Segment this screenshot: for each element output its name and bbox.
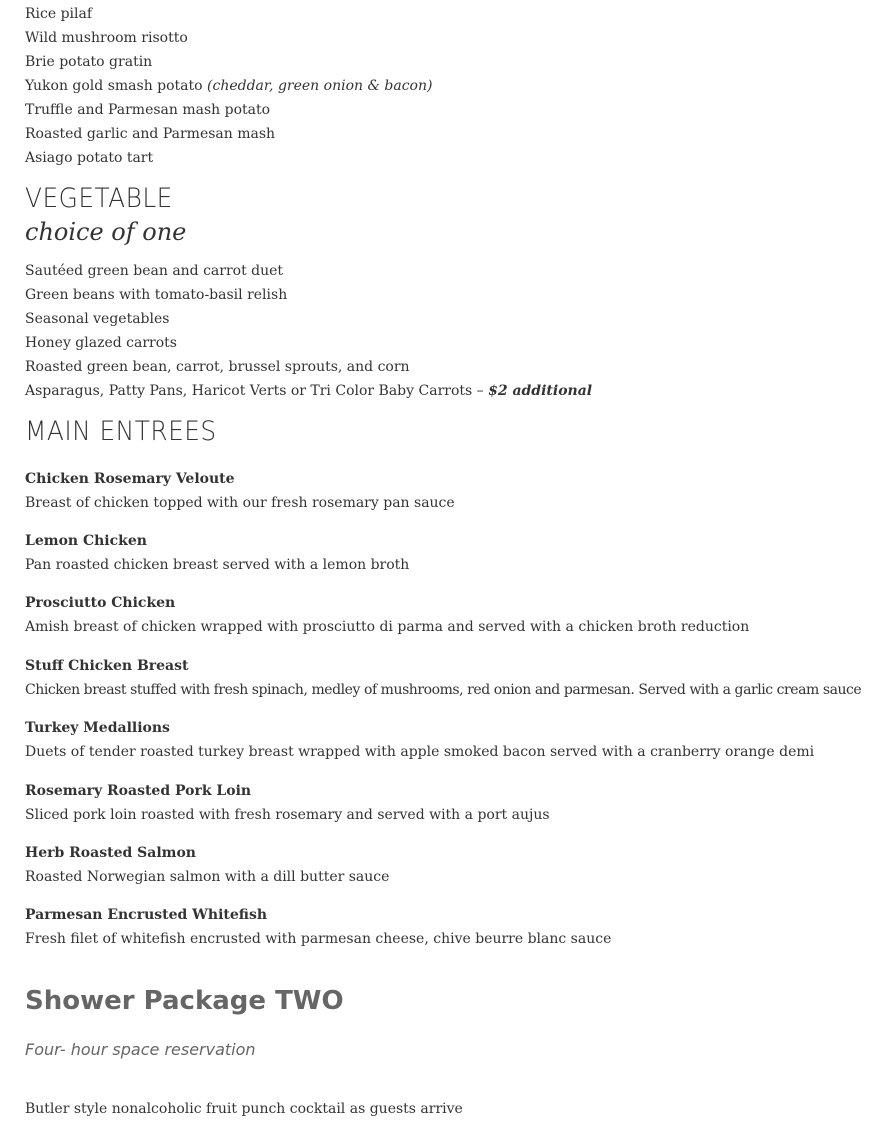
starch-item: Roasted garlic and Parmesan mash xyxy=(25,126,276,142)
vegetable-subtitle: choice of one xyxy=(25,218,187,246)
entree-description: Sliced pork loin roasted with fresh rosemary and served with a port aujus xyxy=(25,807,550,823)
entree-description: Chicken breast stuffed with fresh spinach, medley of mushrooms, red onion and parmesan. Served with a garlic cream sauce xyxy=(25,682,862,698)
entree-item xyxy=(25,841,885,889)
package-section xyxy=(25,984,885,1121)
vegetable-title: VEGETABLE xyxy=(25,183,173,214)
starch-item-note: (cheddar, green onion & bacon) xyxy=(207,78,433,94)
starch-item: Yukon gold smash potato (cheddar, green onion & bacon) xyxy=(25,78,433,94)
starch-item: Brie potato gratin xyxy=(25,54,153,70)
entree-item xyxy=(25,591,885,639)
vegetable-list xyxy=(25,259,885,403)
vegetable-section xyxy=(25,183,885,403)
starch-list xyxy=(25,0,885,170)
entree-description: Fresh filet of whitefish encrusted with parmesan cheese, chive beurre blanc sauce xyxy=(25,931,612,947)
entree-description: Duets of tender roasted turkey breast wrapped with apple smoked bacon served with a cranberry orange demi xyxy=(25,744,815,760)
starch-item: Asiago potato tart xyxy=(25,150,154,166)
vegetable-item: Honey glazed carrots xyxy=(25,335,177,351)
entree-item xyxy=(25,529,885,577)
entree-name: Turkey Medallions xyxy=(25,720,170,736)
vegetable-item: Seasonal vegetables xyxy=(25,311,170,327)
entree-description: Pan roasted chicken breast served with a lemon broth xyxy=(25,557,410,573)
entree-name: Stuff Chicken Breast xyxy=(25,658,189,674)
main-entrees-section xyxy=(25,416,885,951)
entree-name: Parmesan Encrusted Whitefish xyxy=(25,907,268,923)
additional-cost: $2 additional xyxy=(488,383,593,399)
starch-item: Wild mushroom risotto xyxy=(25,30,188,46)
entree-item xyxy=(25,467,885,515)
vegetable-item: Sautéed green bean and carrot duet xyxy=(25,263,284,279)
entree-name: Herb Roasted Salmon xyxy=(25,845,196,861)
entree-name: Lemon Chicken xyxy=(25,533,147,549)
entree-item xyxy=(25,903,885,951)
entree-name: Prosciutto Chicken xyxy=(25,595,176,611)
entree-description: Roasted Norwegian salmon with a dill butter sauce xyxy=(25,869,390,885)
vegetable-item: Asparagus, Patty Pans, Haricot Verts or Tri Color Baby Carrots – $2 additional xyxy=(25,383,593,399)
entree-item xyxy=(25,654,885,702)
package-subtitle: Four- hour space reservation xyxy=(25,1040,256,1059)
entree-item xyxy=(25,779,885,827)
main-entrees-title: MAIN ENTREES xyxy=(25,416,217,447)
entree-description: Breast of chicken topped with our fresh rosemary pan sauce xyxy=(25,495,455,511)
package-title: Shower Package TWO xyxy=(25,986,344,1016)
starch-item: Truffle and Parmesan mash potato xyxy=(25,102,271,118)
entree-description: Amish breast of chicken wrapped with prosciutto di parma and served with a chicken broth reduction xyxy=(25,619,750,635)
menu-content xyxy=(25,0,885,1121)
entree-name: Chicken Rosemary Veloute xyxy=(25,471,235,487)
entree-item xyxy=(25,716,885,764)
entree-name: Rosemary Roasted Pork Loin xyxy=(25,783,252,799)
starch-item: Rice pilaf xyxy=(25,6,93,22)
vegetable-item: Roasted green bean, carrot, brussel sprouts, and corn xyxy=(25,359,410,375)
package-item: Butler style nonalcoholic fruit punch cocktail as guests arrive xyxy=(25,1101,463,1117)
vegetable-item: Green beans with tomato-basil relish xyxy=(25,287,288,303)
